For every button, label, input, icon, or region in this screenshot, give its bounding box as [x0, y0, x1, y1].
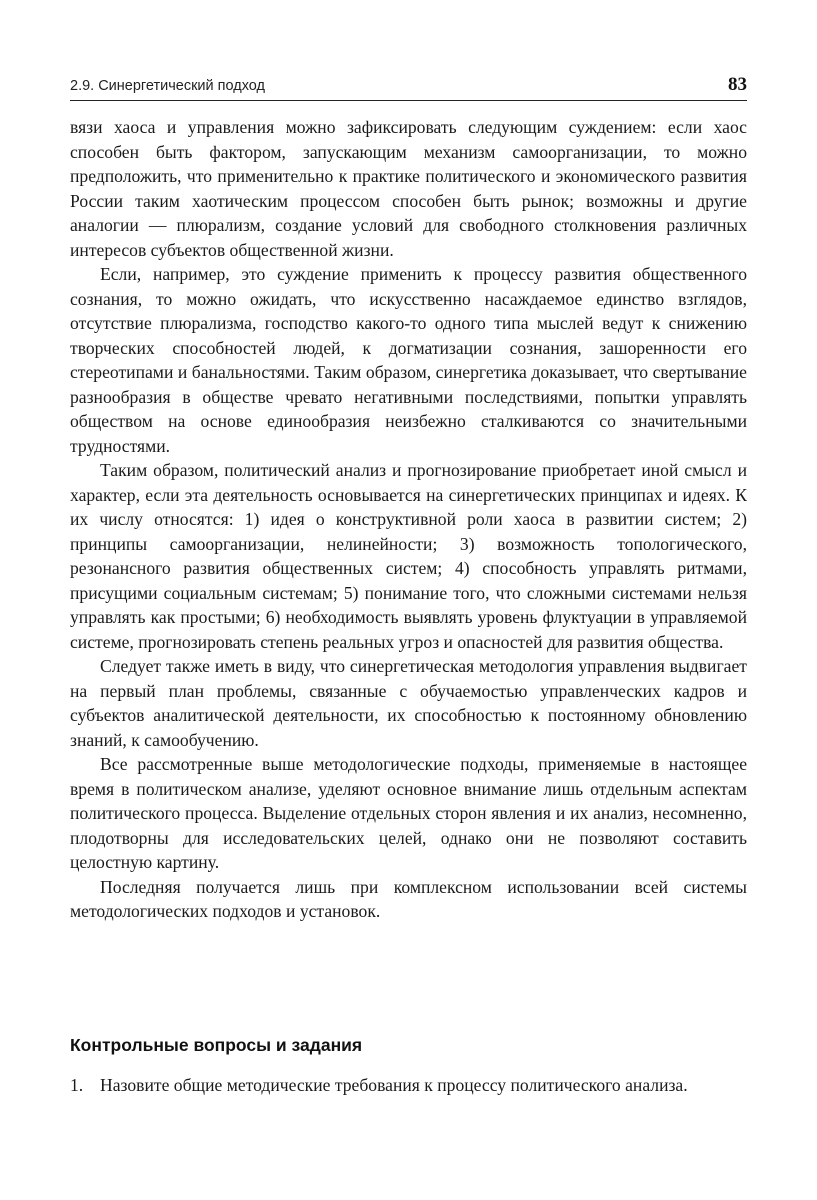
paragraph: вязи хаоса и управления можно зафиксировать следующим суждением: если хаос способен быть фактором, запускающим механизм самоорганизации, то можно предположить, что применительно к практике политического и экономического развития России таким хаотическим процессом способен быть рынок; возможны и другие аналогии — плюрализм, создание условий для свободного столкновения различных интересов субъектов общественной жизни. — [70, 117, 747, 260]
paragraph: Таким образом, политический анализ и прогнозирование приобретает иной смысл и характер, если эта деятельность основывается на синергетических принципах и идеях. К их числу относятся: 1) идея о конструктивной роли хаоса в развитии систем; 2) принципы самоорганизации, нелинейности; 3) возможность топологического, резонансного развития общественных систем; 4) способность управлять ритмами, присущими социальным системам; 5) понимание того, что сложными системами нельзя управлять как простыми; 6) необходимость выявлять уровень флуктуации в управляемой системе, прогнозировать степень реальных угроз и опасностей для развития общества. — [70, 460, 747, 652]
paragraph: Следует также иметь в виду, что синергетическая методология управления выдвигает на первый план проблемы, связанные с обучаемостью управленческих кадров и субъектов аналитической деятельности, их способностью к постоянному обновлению знаний, к самообучению. — [70, 656, 747, 750]
paragraph: Последняя получается лишь при комплексном использовании всей системы методологических подходов и установок. — [70, 876, 747, 921]
page-number: 83 — [728, 74, 747, 95]
running-head: 2.9. Синергетический подход — [70, 78, 266, 94]
list-item — [70, 1073, 747, 1098]
body-text — [70, 115, 747, 924]
paragraph: Если, например, это суждение применить к процессу развития общественного сознания, то можно ожидать, что искусственно насаждаемое единство взглядов, отсутствие плюрализма, господство какого-то одного типа мыслей ведут к снижению творческих способностей людей, к догматизации сознания, зашоренности его стереотипами и банальностями. Таким образом, синергетика доказывает, что свертывание разнообразия в обществе чревато негативными последствиями, попытки управлять обществом на основе единообразия неизбежно сталкиваются со значительными трудностями. — [70, 264, 747, 456]
paragraph: Все рассмотренные выше методологические подходы, применяемые в настоящее время в политическом анализе, уделяют основное внимание лишь отдельным аспектам политического процесса. Выделение отдельных сторон явления и их анализ, несомненно, плодотворны для исследовательских целей, однако они не позволяют составить целостную картину. — [70, 754, 747, 872]
question-number: 1. — [70, 1075, 84, 1095]
page-header — [70, 72, 747, 101]
questions-list — [70, 1073, 747, 1098]
section-heading: Контрольные вопросы и задания — [70, 1035, 363, 1055]
book-page — [70, 0, 747, 1200]
question-text: Назовите общие методические требования к процессу политического анализа. — [100, 1075, 688, 1095]
